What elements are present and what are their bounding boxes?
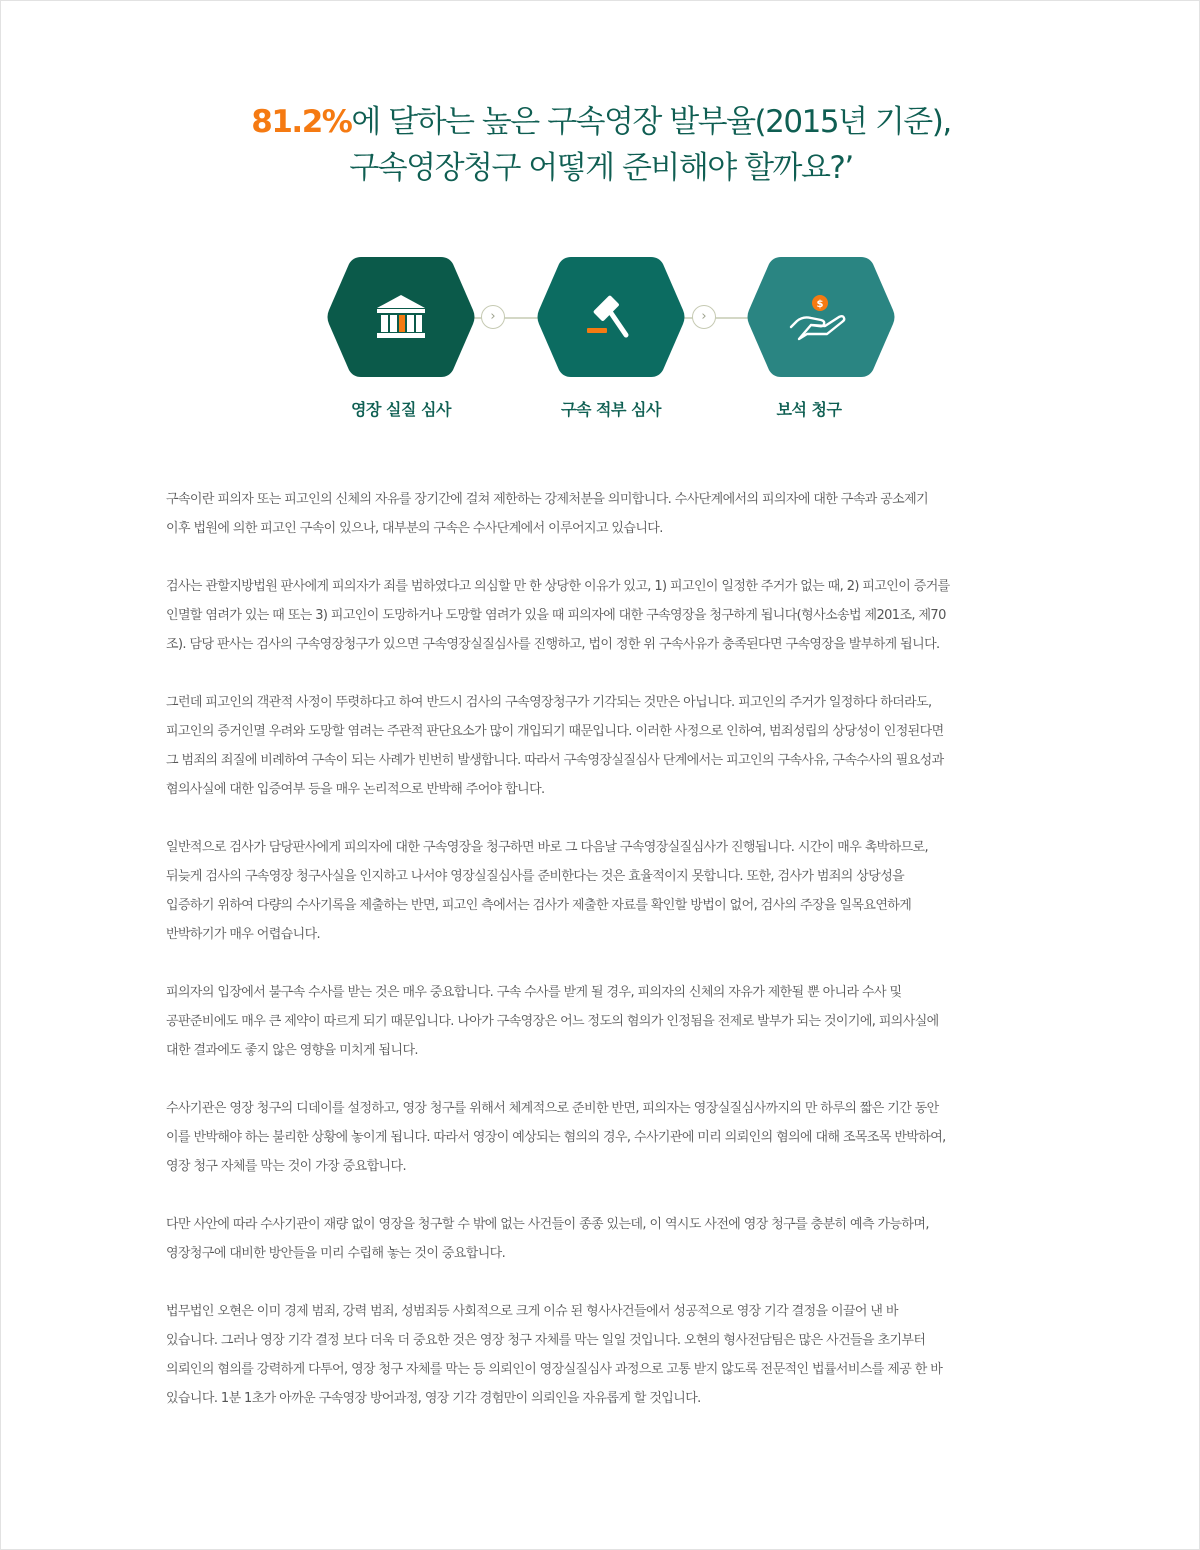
step-1-label: 영장 실질 심사 xyxy=(351,400,451,419)
paragraph: 구속이란 피의자 또는 피고인의 신체의 자유를 장기간에 걸쳐 제한하는 강제처분을 의미합니다. 수사단계에서의 피의자에 대한 구속과 공소제기 이후 법원에 의한 피고인 구속이 있으나, 대부분의 구속은 수사단계에서 이루어지고 있습니다. xyxy=(166,492,929,536)
step-2-label: 구속 적부 심사 xyxy=(561,400,661,419)
chevron-right-icon: › xyxy=(481,305,505,329)
step-3-label: 보석 청구 xyxy=(776,400,842,419)
title-line-1-text: 에 달하는 높은 구속영장 발부율(2015년 기준), xyxy=(351,104,951,140)
paragraph: 법무법인 오현은 이미 경제 범죄, 강력 범죄, 성범죄등 사회적으로 크게 이슈 된 형사사건들에서 성공적으로 영장 기각 결정을 이끌어 낸 바 있습니다. 그러나 영장 기각 결정 보다 더욱 더 중요한 것은 영장 청구 자체를 막는 일일 것입니다. 오현의 형사전담팀은 많은 사건들을 초기부터 의뢰인의 혐의를 강력하게 다투어, 영장 청구 자체를 막는 등 의뢰인이 영장실질심사 과정으로 고통 받지 않도록 전문적인 법률서비스를 제공 한 바 있습니다. 1분 1초가 아까운 구속영장 방어과정, 영장 기각 경험만이 의뢰인을 자유롭게 할 것입니다. xyxy=(166,1304,943,1406)
paragraph: 다만 사안에 따라 수사기관이 재량 없이 영장을 청구할 수 밖에 없는 사건들이 종종 있는데, 이 역시도 사전에 영장 청구를 충분히 예측 가능하며, 영장청구에 대비한 방안들을 미리 수립해 놓는 것이 중요합니다. xyxy=(166,1217,929,1261)
step-3-hexagon xyxy=(745,257,897,377)
title-highlight: 81.2% xyxy=(251,104,352,140)
chevron-right-icon: › xyxy=(692,305,716,329)
step-1-hexagon xyxy=(325,257,477,377)
paragraph: 그런데 피고인의 객관적 사정이 뚜렷하다고 하여 반드시 검사의 구속영장청구가 기각되는 것만은 아닙니다. 피고인의 주거가 일정하다 하더라도, 피고인의 증거인멸 우려와 도망할 염려는 주관적 판단요소가 많이 개입되기 때문입니다. 이러한 사정으로 인하여, 범죄성립의 상당성이 인정된다면 그 범죄의 죄질에 비례하여 구속이 되는 사례가 빈번히 발생합니다. 따라서 구속영장실질심사 단계에서는 피고인의 구속사유, 구속수사의 필요성과 혐의사실에 대한 입증여부 등을 매우 논리적으로 반박해 주어야 합니다. xyxy=(166,695,944,797)
coin-dollar-glyph: $ xyxy=(816,299,824,310)
step-2-hexagon xyxy=(535,257,687,377)
page-title xyxy=(1,99,1200,191)
paragraph: 일반적으로 검사가 담당판사에게 피의자에 대한 구속영장을 청구하면 바로 그 다음날 구속영장실질심사가 진행됩니다. 시간이 매우 촉박하므로, 뒤늦게 검사의 구속영장 청구사실을 인지하고 나서야 영장실질심사를 준비한다는 것은 효율적이지 못합니다. 또한, 검사가 범죄의 상당성을 입증하기 위하여 다량의 수사기록을 제출하는 반면, 피고인 측에서는 검사가 제출한 자료를 확인할 방법이 없어, 검사의 주장을 일목요연하게 반박하기가 매우 어렵습니다. xyxy=(166,840,929,942)
title-line-2: 구속영장청구 어떻게 준비해야 할까요?’ xyxy=(349,150,853,186)
paragraph: 피의자의 입장에서 불구속 수사를 받는 것은 매우 중요합니다. 구속 수사를 받게 될 경우, 피의자의 신체의 자유가 제한될 뿐 아니라 수사 및 공판준비에도 매우 큰 제약이 따르게 되기 때문입니다. 나아가 구속영장은 어느 정도의 혐의가 인정됨을 전제로 발부가 되는 것이기에, 피의사실에 대한 결과에도 좋지 않은 영향을 미치게 됩니다. xyxy=(166,985,939,1058)
title-line-1 xyxy=(1,99,1200,145)
process-steps xyxy=(1,253,1200,433)
article-body xyxy=(166,485,1051,1442)
paragraph: 검사는 관할지방법원 판사에게 피의자가 죄를 범하였다고 의심할 만 한 상당한 이유가 있고, 1) 피고인이 일정한 주거가 없는 때, 2) 피고인이 증거를 인멸할 염려가 있는 때 또는 3) 피고인이 도망하거나 도망할 염려가 있을 때 피의자에 대한 구속영장을 청구하게 됩니다(형사소송법 제201조, 제70 조). 담당 판사는 검사의 구속영장청구가 있으면 구속영장실질심사를 진행하고, 법이 정한 위 구속사유가 충족된다면 구속영장을 발부하게 됩니다. xyxy=(166,579,950,652)
paragraph: 수사기관은 영장 청구의 디데이를 설정하고, 영장 청구를 위해서 체계적으로 준비한 반면, 피의자는 영장실질심사까지의 만 하루의 짧은 기간 동안 이를 반박해야 하는 불리한 상황에 놓이게 됩니다. 따라서 영장이 예상되는 혐의의 경우, 수사기관에 미리 의뢰인의 혐의에 대해 조목조목 반박하여, 영장 청구 자체를 막는 것이 가장 중요합니다. xyxy=(166,1101,946,1174)
